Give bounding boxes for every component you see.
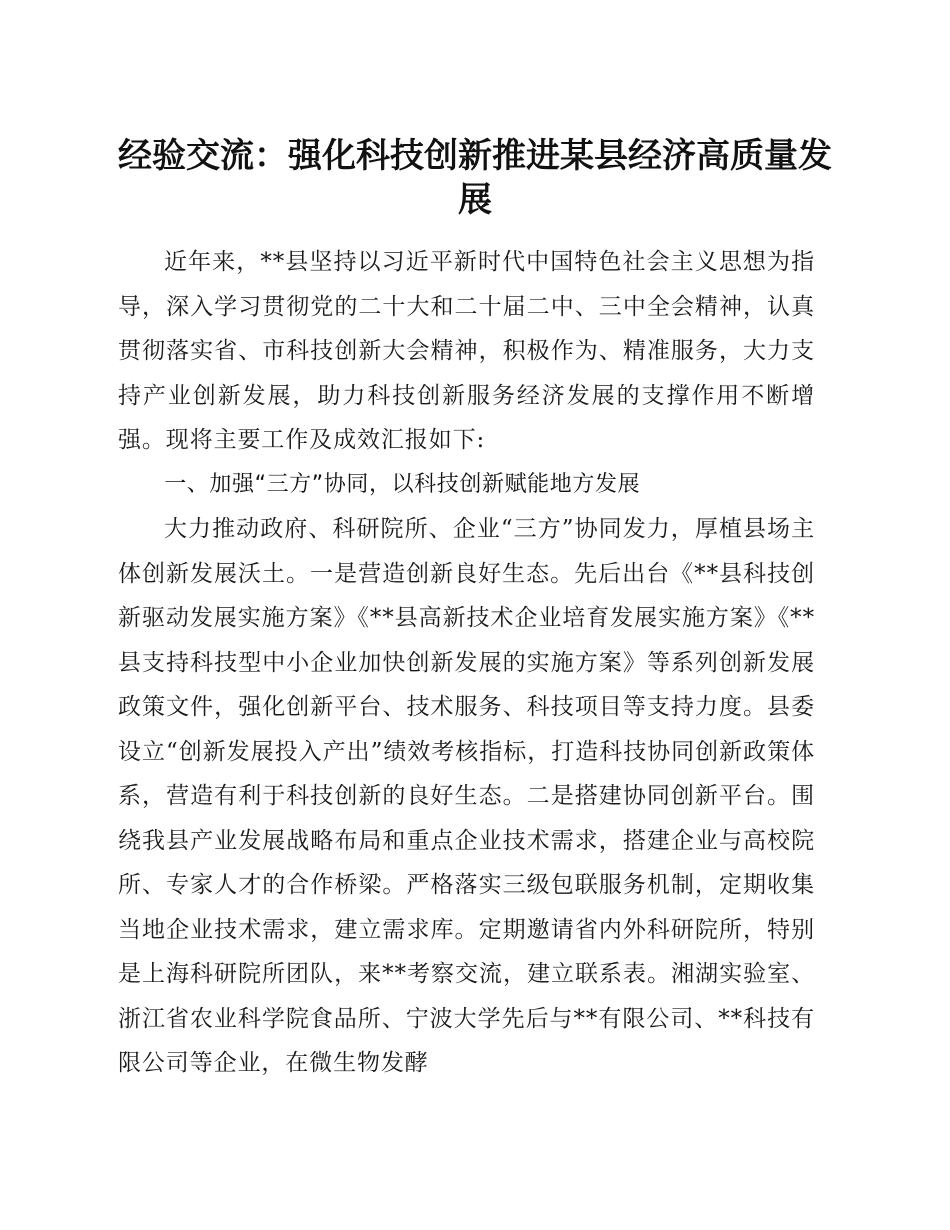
section-1-heading: 一、加强“三方”协同，以科技创新赋能地方发展 xyxy=(164,471,641,497)
section-1-paragraph: 大力推动政府、科研院所、企业“三方”协同发力，厚植县场主体创新发展沃土。一是营造创新良好生态。先后出台《**县科技创新驱动发展实施方案》《**县高新技术企业培育发展实施方案》《**县支持科技型中小企业加快创新发展的实施方案》等系列创新发展政策文件，强化创新平台、技术服务、科技项目等支持力度。县委设立“创新发展投入产出”绩效考核指标，打造科技协同创新政策体系，营造有利于科技创新的良好生态。二是搭建协同创新平台。围绕我县产业发展战略布局和重点企业技术需求，搭建企业与高校院所、专家人才的合作桥梁。严格落实三级包联服务机制，定期收集当地企业技术需求，建立需求库。定期邀请省内外科研院所，特别是上海科研院所团队，来**考察交流，建立联系表。湘湖实验室、浙江省农业科学院食品所、宁波大学先后与**有限公司、**科技有限公司等企业，在微生物发酵 xyxy=(118,516,815,1076)
document-title: 经验交流：强化科技创新推进某县经济高质量发展 xyxy=(118,136,832,220)
intro-paragraph: 近年来，**县坚持以习近平新时代中国特色社会主义思想为指导，深入学习贯彻党的二十大和二十届二中、三中全会精神，认真贯彻落实省、市科技创新大会精神，积极作为、精准服务，大力支持产业创新发展，助力科技创新服务经济发展的支撑作用不断增强。现将主要工作及成效汇报如下: xyxy=(118,249,815,453)
document-body xyxy=(118,240,815,1086)
